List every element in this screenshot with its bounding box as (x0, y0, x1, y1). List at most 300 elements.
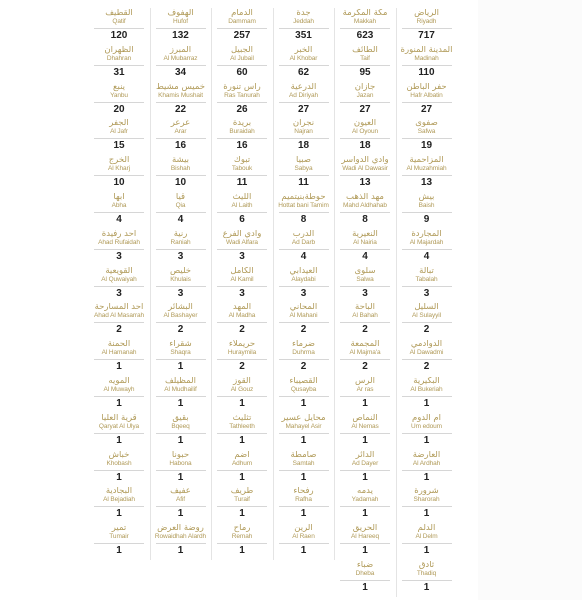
city-count: 15 (113, 140, 125, 152)
city-name-arabic: الدلم (417, 524, 436, 534)
city-name-arabic: حبونا (171, 450, 190, 460)
city-name-english: Al Bahah (352, 312, 378, 320)
city-name-arabic: المجاردة (411, 229, 442, 239)
city-cell (90, 192, 148, 228)
city-name-english: Alaydabi (291, 275, 316, 283)
city-count: 2 (423, 324, 430, 336)
city-cell (398, 155, 456, 191)
city-cell (398, 8, 456, 44)
cell-divider (402, 322, 452, 323)
city-cell (213, 155, 271, 191)
city-count: 13 (420, 177, 433, 189)
city-name-arabic: النعيرية (352, 229, 378, 239)
cell-divider (402, 212, 452, 213)
cell-divider (217, 65, 267, 66)
city-cell (398, 118, 456, 154)
city-name-english: Ahad Al Masarrah (93, 312, 145, 320)
city-count: 1 (116, 545, 122, 557)
city-name-english: Al Jafr (110, 128, 128, 136)
city-name-arabic: المبرز (169, 45, 192, 55)
city-cell (398, 192, 456, 228)
city-cell (152, 229, 210, 265)
cell-divider (402, 506, 452, 507)
city-count: 1 (300, 508, 307, 520)
city-name-arabic: بيشة (171, 156, 190, 166)
city-name-english: Ad Diriyah (289, 91, 318, 99)
cell-divider (94, 65, 144, 66)
city-cell (152, 376, 210, 412)
column-6 (398, 8, 456, 597)
city-name-english: Najran (294, 128, 313, 136)
city-count: 2 (300, 324, 307, 336)
city-name-arabic: البجادية (105, 487, 133, 497)
city-name-english: Al Kamil (230, 275, 254, 283)
city-name-english: Al Kharj (108, 165, 130, 173)
city-name-english: Al Nairia (353, 238, 377, 246)
city-count: 1 (362, 582, 368, 593)
city-name-arabic: بقيق (172, 413, 189, 423)
city-cell (213, 45, 271, 81)
cell-divider (340, 322, 390, 323)
city-name-arabic: أم الدوم (411, 413, 442, 423)
city-name-arabic: طريف (230, 487, 254, 497)
city-cell (152, 8, 210, 44)
cell-divider (217, 138, 267, 139)
city-count: 1 (239, 434, 245, 446)
city-name-english: Huraymila (227, 349, 257, 357)
city-cell (90, 45, 148, 81)
city-name-english: Sharorah (413, 496, 440, 504)
cell-divider (156, 543, 206, 544)
city-cell (90, 266, 148, 302)
cell-divider (279, 396, 329, 397)
city-name-english: Hafr Albatin (410, 91, 443, 99)
city-cell (152, 486, 210, 522)
city-name-english: Hufof (172, 18, 189, 25)
city-count: 8 (362, 214, 368, 225)
city-cell (275, 413, 333, 449)
city-count: 1 (239, 471, 245, 483)
city-name-arabic: الباحة (355, 303, 375, 313)
city-name-english: Rowaidhah Alardh (154, 533, 207, 541)
cell-divider (340, 433, 390, 434)
city-count: 3 (423, 287, 430, 299)
city-count: 2 (239, 361, 245, 373)
city-cell (275, 339, 333, 375)
city-name-english: Mahd Aldhahab (343, 202, 387, 209)
city-count: 110 (418, 66, 435, 78)
city-count: 1 (116, 361, 122, 373)
city-name-english: Raniah (170, 238, 191, 246)
city-name-arabic: العيدابي (289, 266, 318, 276)
city-name-english: Ahad Rufaidah (98, 238, 140, 246)
city-cell (398, 339, 456, 375)
cell-divider (279, 433, 329, 434)
city-cell (90, 376, 148, 412)
city-name-english: Abha (111, 202, 127, 209)
city-count: 1 (300, 471, 307, 483)
city-cell (336, 486, 394, 522)
city-cell (90, 339, 148, 375)
city-name-english: Sabya (294, 165, 313, 173)
city-name-english: Al Delm (415, 533, 438, 541)
city-name-english: Riyadh (416, 18, 437, 25)
city-name-arabic: جازان (354, 82, 376, 92)
cell-divider (402, 359, 452, 360)
cell-divider (340, 102, 390, 103)
cell-divider (156, 506, 206, 507)
city-name-arabic: نجران (292, 119, 315, 129)
cell-divider (217, 359, 267, 360)
city-count: 1 (116, 508, 122, 520)
city-name-arabic: سلوى (354, 266, 376, 276)
city-name-arabic: الحريق (352, 524, 378, 534)
city-name-english: Al Hareeq (350, 533, 379, 541)
city-name-english: Al Jubail (230, 54, 254, 62)
cell-divider (217, 470, 267, 471)
cell-divider (94, 212, 144, 213)
city-cell (213, 118, 271, 154)
city-cell (336, 82, 394, 118)
city-name-english: Yanbu (110, 91, 128, 99)
city-name-english: Wadi Alfara (226, 238, 258, 246)
city-cell (152, 45, 210, 81)
city-cell (336, 302, 394, 338)
cell-divider (279, 286, 329, 287)
city-count: 1 (177, 361, 184, 373)
city-count: 10 (113, 177, 125, 189)
city-name-arabic: بريدة (232, 119, 252, 129)
city-count: 1 (423, 545, 430, 557)
city-name-arabic: الليث (232, 193, 252, 202)
city-cell (90, 413, 148, 449)
city-name-arabic: الظهران (104, 45, 134, 55)
city-cell (275, 229, 333, 265)
cell-divider (402, 396, 452, 397)
city-name-english: Tabouk (231, 165, 253, 173)
city-cell (398, 266, 456, 302)
city-count: 2 (300, 361, 307, 373)
city-count: 34 (174, 66, 187, 78)
city-count: 27 (420, 103, 433, 115)
city-count: 16 (236, 140, 248, 152)
city-name-english: Buraidah (229, 128, 255, 136)
city-name-english: Makkah (353, 18, 377, 25)
city-name-english: Safwa (417, 128, 436, 136)
cell-divider (279, 543, 329, 544)
cell-divider (340, 175, 390, 176)
cell-divider (156, 286, 206, 287)
city-count: 62 (297, 66, 310, 78)
city-cell (336, 560, 394, 596)
city-cell (398, 486, 456, 522)
city-name-arabic: عرعر (170, 119, 191, 129)
city-count: 1 (362, 471, 368, 483)
cell-divider (217, 322, 267, 323)
city-name-arabic: الهفوف (167, 9, 194, 18)
city-cell (336, 376, 394, 412)
cell-divider (217, 102, 267, 103)
city-name-english: Habona (169, 459, 192, 467)
city-name-english: Rafha (295, 496, 312, 504)
cell-divider (402, 102, 452, 103)
city-count: 16 (174, 140, 187, 152)
column-5 (336, 8, 394, 597)
city-count: 1 (239, 545, 245, 557)
column-2 (152, 8, 210, 560)
city-name-arabic: الدمام (231, 9, 253, 18)
cell-divider (340, 470, 390, 471)
city-name-arabic: ضباء (356, 561, 374, 570)
cell-divider (402, 249, 452, 250)
city-count: 3 (239, 287, 245, 299)
city-name-english: Taif (360, 54, 370, 62)
city-name-english: Al Majma'a (349, 349, 381, 357)
city-name-english: Jeddah (293, 18, 314, 25)
city-name-arabic: حوطةبنيتميم (281, 193, 326, 202)
city-name-arabic: صامطة (290, 450, 317, 460)
city-name-arabic: صفوى (415, 119, 438, 129)
cell-divider (402, 580, 452, 581)
city-name-english: Qusayba (290, 386, 317, 393)
city-cell (152, 523, 210, 559)
city-count: 9 (423, 214, 430, 225)
cell-divider (94, 175, 144, 176)
city-name-arabic: تثليث (232, 413, 252, 423)
city-name-english: Ras Tanurah (224, 91, 260, 99)
city-count: 4 (116, 214, 122, 225)
city-name-english: Al Laith (231, 202, 253, 209)
city-cell (275, 486, 333, 522)
city-name-english: Dheba (355, 570, 375, 577)
city-cell (90, 229, 148, 265)
cell-divider (156, 359, 206, 360)
city-name-arabic: محايل عسير (281, 413, 326, 423)
city-cell (152, 118, 210, 154)
city-count: 257 (233, 30, 251, 41)
city-count: 1 (362, 434, 368, 446)
cell-divider (340, 580, 390, 581)
cell-divider (156, 433, 206, 434)
city-name-arabic: القطيف (105, 9, 133, 18)
city-count: 1 (239, 398, 245, 409)
city-name-arabic: مهد الذهب (346, 193, 384, 202)
city-name-arabic: شقراء (169, 340, 192, 350)
city-count: 2 (362, 324, 368, 336)
city-count: 8 (300, 214, 307, 225)
cell-divider (94, 249, 144, 250)
city-count: 1 (177, 398, 184, 409)
cell-divider (340, 249, 390, 250)
city-name-arabic: رنية (173, 229, 188, 239)
cell-divider (402, 433, 452, 434)
city-name-arabic: البكيرية (413, 377, 440, 386)
cell-divider (279, 138, 329, 139)
city-count: 1 (423, 508, 430, 520)
cell-divider (217, 396, 267, 397)
cell-divider (279, 506, 329, 507)
city-cell (213, 192, 271, 228)
city-cell (152, 413, 210, 449)
city-name-arabic: الدرعية (290, 82, 317, 92)
cell-divider (279, 65, 329, 66)
cell-divider (217, 212, 267, 213)
city-count: 623 (356, 30, 374, 41)
city-name-english: Bqeeq (171, 422, 190, 430)
city-count: 4 (177, 214, 184, 225)
city-name-arabic: وادي الدواسر (341, 156, 389, 166)
city-cell (398, 82, 456, 118)
city-name-arabic: روضة العرض (157, 524, 204, 534)
city-cell (336, 266, 394, 302)
city-count: 95 (359, 66, 371, 78)
cell-divider (156, 175, 206, 176)
city-name-arabic: مكة المكرمة (342, 9, 388, 18)
city-name-english: Baish (418, 202, 435, 209)
city-count: 3 (116, 287, 122, 299)
city-cell (90, 155, 148, 191)
city-name-arabic: الكامل (230, 266, 254, 276)
city-cell (275, 302, 333, 338)
city-cell (336, 413, 394, 449)
city-name-english: Khobash (106, 459, 132, 467)
city-count: 10 (174, 177, 187, 189)
city-name-english: Khulais (170, 275, 191, 283)
city-name-arabic: عفيف (170, 487, 191, 497)
cell-divider (217, 286, 267, 287)
city-name-english: Thadiq (416, 570, 437, 577)
city-cell (398, 302, 456, 338)
city-name-english: Tathleeth (229, 422, 255, 430)
city-name-english: Al Hamanah (101, 349, 137, 357)
city-cell (213, 486, 271, 522)
cell-divider (217, 506, 267, 507)
city-name-arabic: أحد رفيدة (101, 229, 137, 239)
city-name-arabic: البشائر (168, 303, 193, 313)
city-name-english: Qaryat Al Ulya (98, 422, 140, 430)
city-count: 1 (116, 398, 122, 409)
city-cell (336, 450, 394, 486)
city-name-english: Mahayel Asir (285, 422, 322, 430)
cell-divider (402, 28, 452, 29)
city-name-english: Al Bashayer (163, 312, 198, 320)
city-name-arabic: المجمعة (350, 340, 380, 350)
city-cell (336, 339, 394, 375)
city-name-arabic: الرس (354, 377, 376, 386)
city-name-english: Al Mubarraz (163, 54, 198, 62)
cell-divider (279, 28, 329, 29)
cell-divider (217, 175, 267, 176)
cell-divider (94, 286, 144, 287)
cell-divider (94, 433, 144, 434)
city-count: 1 (423, 471, 430, 483)
cell-divider (94, 359, 144, 360)
city-cell (336, 523, 394, 559)
city-cell (152, 339, 210, 375)
city-count: 3 (177, 287, 184, 299)
city-name-arabic: خليص (169, 266, 192, 276)
city-name-arabic: الدوادمي (410, 340, 443, 350)
city-cell (275, 523, 333, 559)
city-count: 3 (300, 287, 307, 299)
city-cell (152, 192, 210, 228)
cell-divider (340, 543, 390, 544)
city-name-arabic: العيون (353, 119, 377, 129)
city-name-arabic: أحد المسارحة (94, 303, 144, 313)
city-count: 20 (113, 103, 125, 115)
city-name-english: Tabalah (415, 275, 438, 283)
city-name-arabic: الجبيل (230, 45, 253, 55)
city-name-english: Afif (176, 496, 185, 504)
city-name-english: Al Muwayh (103, 386, 135, 393)
city-name-english: Duhrma (292, 349, 315, 357)
city-name-arabic: الدرب (292, 229, 315, 239)
city-count: 2 (423, 361, 430, 373)
city-cell (213, 8, 271, 44)
city-name-arabic: القوز (233, 377, 251, 386)
city-name-english: Al Sulayyil (412, 312, 441, 320)
cell-divider (94, 543, 144, 544)
city-count: 2 (362, 361, 368, 373)
cell-divider (94, 28, 144, 29)
cell-divider (156, 102, 206, 103)
city-name-arabic: المحاني (289, 303, 318, 313)
cell-divider (156, 470, 206, 471)
city-count: 4 (362, 250, 368, 262)
city-name-arabic: الخرج (108, 156, 130, 166)
city-cell (90, 486, 148, 522)
cell-divider (217, 433, 267, 434)
city-count: 3 (239, 250, 245, 262)
cell-divider (94, 506, 144, 507)
city-name-arabic: المهد (232, 303, 252, 313)
cell-divider (340, 396, 390, 397)
city-cell (90, 118, 148, 154)
city-count: 4 (423, 250, 430, 262)
city-name-english: Al Oyoun (352, 128, 378, 136)
cell-divider (340, 286, 390, 287)
city-name-english: Al Khobar (289, 54, 318, 62)
city-cell (398, 560, 456, 596)
city-count: 27 (359, 103, 371, 115)
city-name-arabic: المويه (108, 377, 130, 386)
city-cell (90, 523, 148, 559)
column-1 (90, 8, 148, 560)
cell-divider (340, 506, 390, 507)
city-count: 27 (297, 103, 310, 115)
cell-divider (279, 470, 329, 471)
cell-divider (340, 138, 390, 139)
city-name-arabic: القصيباء (289, 377, 318, 386)
city-count: 31 (113, 66, 125, 78)
city-cell (336, 155, 394, 191)
cell-divider (279, 359, 329, 360)
city-cell (90, 82, 148, 118)
city-count: 22 (174, 103, 187, 115)
city-name-english: Dhahran (106, 54, 132, 62)
city-name-arabic: شرورة (414, 487, 439, 497)
cell-divider (402, 286, 452, 287)
column-3 (213, 8, 271, 560)
city-name-english: Al Bejadiah (103, 496, 135, 504)
city-name-arabic: تمير (111, 524, 127, 534)
city-cell (213, 523, 271, 559)
city-name-english: Al Ardhah (412, 459, 441, 467)
city-name-arabic: السليل (414, 303, 439, 313)
city-name-arabic: الرياض (414, 9, 439, 18)
cell-divider (94, 322, 144, 323)
city-count: 351 (295, 30, 312, 41)
